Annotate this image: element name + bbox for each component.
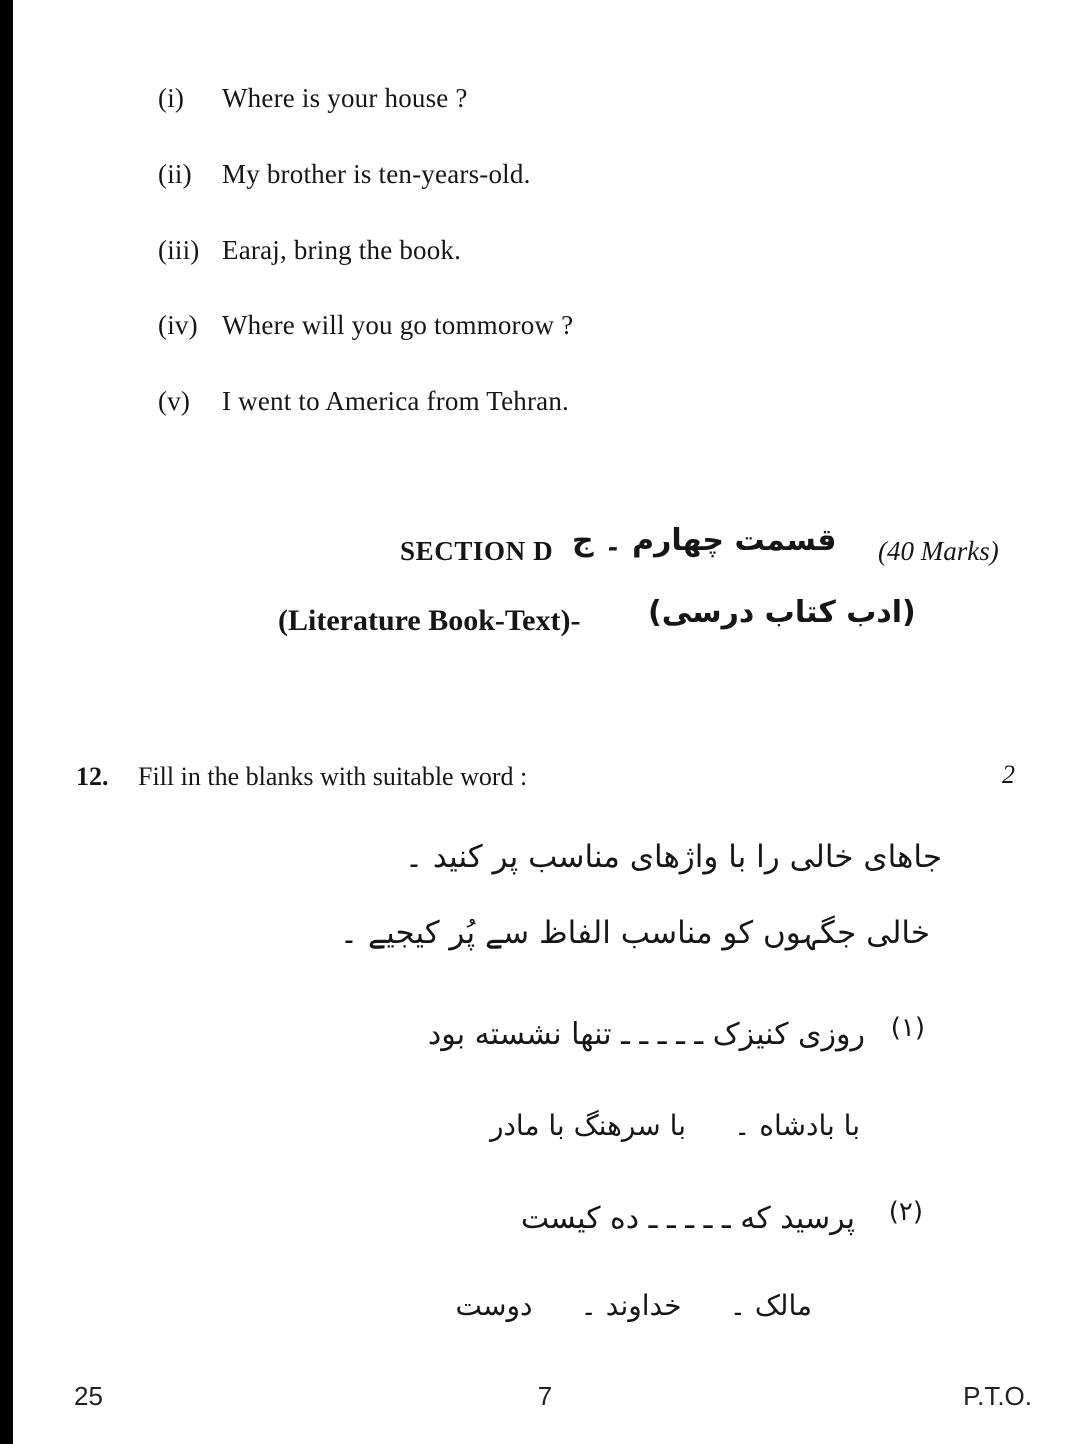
question-marks: 2 [1002,760,1015,789]
option: مالک ۔ [729,1289,812,1322]
sentence-row-i [158,83,468,114]
footer-page-number: 7 [537,1381,553,1411]
scan-edge-bar [0,0,13,1444]
item-2-text: پرسید که ـ ـ ـ ـ ـ ده کیست [520,1201,855,1236]
sentence-number: (v) [158,386,191,416]
section-marks: (40 Marks) [878,536,999,566]
section-title: SECTION D [400,536,554,566]
section-subtitle: (Literature Book-Text)- [278,604,581,637]
sentence-row-iii [158,235,461,266]
sentence-row-iv [158,310,573,341]
sentence-text: Earaj, bring the book. [222,235,462,265]
footer-pto: P.T.O. [963,1381,1032,1411]
item-1-number: (۱) [890,1013,925,1043]
instruction-persian: جاهای خالی را با واژهای مناسب پر کنید ۔ [404,839,942,875]
sentence-text: My brother is ten-years-old. [222,159,531,189]
sentence-row-v [158,386,569,417]
option: خداوند ۔ [580,1289,682,1322]
sentence-number: (i) [158,83,185,113]
item-2-options [456,1290,813,1322]
section-title-urdu: قسمت چهارم ۔ ج [572,523,837,558]
sentence-text: Where is your house ? [222,83,468,113]
section-subtitle-persian: (ادب کتاب درسی) [648,595,916,630]
sentence-number: (iv) [158,310,198,340]
instruction-urdu: خالی جگہوں کو مناسب الفاظ سے پُر کیجیے ۔ [339,915,930,951]
option: دوست [455,1289,533,1322]
sentence-number: (ii) [158,159,192,189]
sentence-number: (iii) [158,235,200,265]
footer-paper-code: 25 [74,1381,103,1411]
sentence-text: Where will you go tommorow ? [222,310,574,340]
item-1-text: روزی کنیزک ـ ـ ـ ـ ـ تنها نشسته بود [427,1017,865,1052]
item-1-options [490,1110,860,1142]
item-2-number: (۲) [888,1197,923,1227]
question-text: Fill in the blanks with suitable word : [138,762,528,791]
option: با سرهنگ با مادر [489,1109,686,1142]
option: با بادشاه ۔ [734,1109,860,1142]
sentence-row-ii [158,159,531,190]
sentence-text: I went to America from Tehran. [222,386,569,416]
question-number: 12. [76,762,109,791]
